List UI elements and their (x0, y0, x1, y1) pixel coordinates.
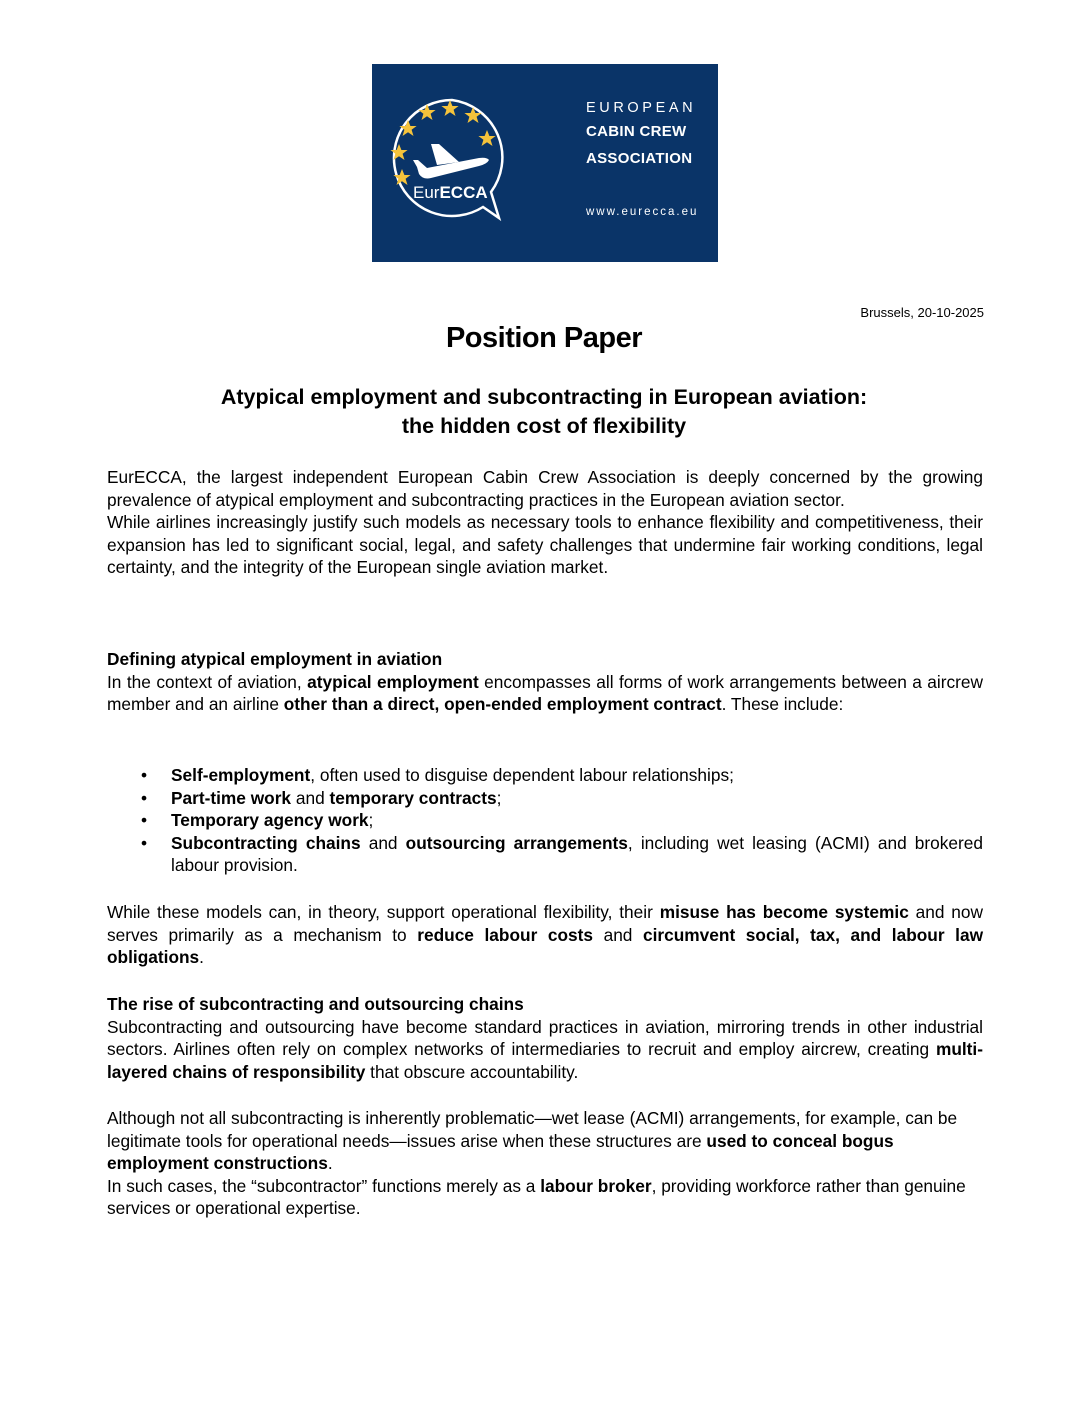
section-rise-of-subcontracting (107, 993, 983, 1083)
section1-conclusion (107, 901, 983, 969)
date-line: Brussels, 20-10-2025 (860, 305, 984, 320)
section-defining-atypical-employment (107, 648, 983, 716)
page-title: Position Paper (445, 322, 643, 354)
logo-brand-suffix: ECCA (439, 183, 488, 202)
subtitle-line-1: Atypical employment and subcontracting in European aviation: (220, 385, 868, 409)
text-run: In such cases, the “subcontractor” functions merely as a (107, 1175, 541, 1196)
bold-run: atypical employment (307, 671, 479, 692)
bullet-icon: • (141, 832, 148, 853)
text-run: and (360, 832, 406, 853)
text-run: ; (496, 787, 502, 808)
text-run: Subcontracting and outsourcing have become standard practices in aviation, mirroring trends in other industrial sectors. Airlines often rely on complex networks of intermediaries to recruit and employ aircrew, creating (107, 1016, 983, 1060)
text-run: and (291, 787, 330, 808)
intro-section (107, 466, 983, 579)
bold-run: Temporary agency work (171, 810, 369, 831)
text-run: , including wet leasing (ACMI) and brokered labour provision. (171, 832, 984, 876)
intro-paragraph-2: While airlines increasingly justify such models as necessary tools to enhance flexibility and competitiveness, their expansion has led to significant social, legal, and safety challenges that undermine fair working conditions, legal certainty, and the integrity of the European single aviation market. (107, 512, 983, 578)
bold-run: misuse has become systemic (659, 902, 909, 922)
section-heading: Defining atypical employment in aviation (107, 649, 443, 669)
logo-brand-prefix: Eur (413, 183, 440, 202)
bold-run: Subcontracting chains (171, 832, 361, 853)
logo-org-line3: ASSOCIATION (586, 150, 693, 167)
star-icon (478, 130, 495, 146)
bold-run: other than a direct, open-ended employment contract (283, 694, 722, 715)
svg-text:EurECCA (413, 183, 488, 202)
logo-org-name (586, 98, 696, 172)
bullet-icon: • (141, 787, 148, 808)
text-run: and now serves primarily as a mechanism to (107, 902, 983, 945)
bold-run: Part-time work (171, 787, 292, 808)
subtitle-line-2: the hidden cost of flexibility (401, 414, 687, 438)
text-run: , often used to disguise dependent labour relationships; (310, 765, 734, 785)
text-run: . These include: (721, 694, 844, 715)
section-paragraph (107, 1107, 983, 1175)
text-run: . (327, 1153, 333, 1174)
eurecca-logo (372, 64, 718, 262)
list-item (107, 787, 983, 810)
text-run: ; (368, 810, 374, 831)
list-item (107, 809, 983, 832)
star-icon (441, 100, 458, 116)
page-subtitle (0, 383, 1088, 441)
section-paragraph (107, 1175, 983, 1220)
logo-org-line2: CABIN CREW (586, 123, 687, 140)
bold-run: labour broker (540, 1175, 652, 1196)
star-icon (418, 104, 435, 120)
bold-run: temporary contracts (329, 787, 497, 808)
star-icon (464, 107, 481, 123)
text-run: While these models can, in theory, support operational flexibility, their (107, 902, 660, 922)
airplane-icon (413, 144, 489, 179)
bold-run: Self-employment (171, 765, 311, 785)
text-run: encompasses all forms of work arrangements between a aircrew member and an airline (107, 671, 983, 715)
text-run: In the context of aviation, (107, 671, 308, 692)
section-heading: The rise of subcontracting and outsourcing chains (107, 994, 524, 1014)
bold-run: used to conceal bogus employment constructions (107, 1130, 894, 1174)
text-run: that obscure accountability. (365, 1061, 579, 1082)
speech-bubble-logo-icon (387, 94, 517, 224)
section-paragraph (107, 671, 983, 716)
logo-url: www.eurecca.eu (586, 206, 699, 218)
bold-run: circumvent social, tax, and labour law obligations (107, 924, 984, 968)
list-item (107, 764, 983, 787)
section-paragraph (107, 1016, 983, 1084)
atypical-employment-list (107, 764, 983, 877)
section-paragraph (107, 901, 983, 969)
list-item (107, 832, 983, 877)
bullet-icon: • (141, 810, 148, 831)
text-run: , providing workforce rather than genuine services or operational expertise. (107, 1175, 966, 1219)
section2-continued (107, 1107, 983, 1220)
logo-org-line1: EUROPEAN (586, 100, 697, 116)
bold-run: outsourcing arrangements (405, 832, 628, 853)
text-run: . (199, 947, 204, 968)
text-run: Although not all subcontracting is inherently problematic—wet lease (ACMI) arrangements, for example, can be legitimate tools for operational needs—issues arise when these structures are (107, 1108, 958, 1151)
intro-paragraph-1: EurECCA, the largest independent European Cabin Crew Association is deeply concerned by the growing prevalence of atypical employment and subcontracting practices in the European aviation sector. (107, 467, 983, 510)
bold-run: reduce labour costs (417, 924, 594, 945)
text-run: and (593, 924, 643, 945)
bold-run: multi-layered chains of responsibility (107, 1039, 983, 1082)
bullet-icon: • (141, 765, 148, 785)
